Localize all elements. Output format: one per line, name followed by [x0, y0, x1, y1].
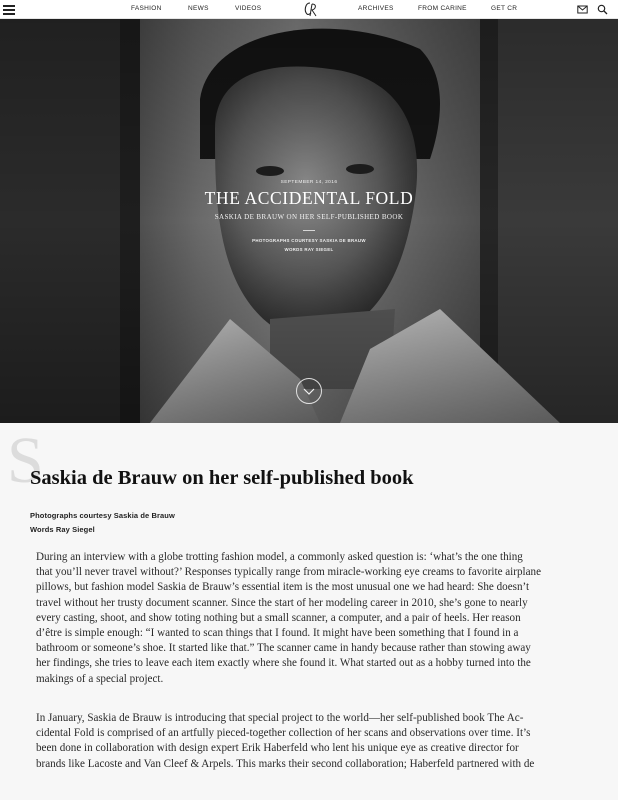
paragraph-line: bathroom or someone’s shoe. It started like that.” The scanner came in handy because rather than stowing away: [36, 642, 531, 655]
paragraph-line: During an interview with a globe trotting fashion model, a commonly asked question is: ‘what’s the one thing: [36, 551, 523, 563]
nav-link-news[interactable]: NEWS: [188, 5, 209, 12]
paragraph-line: that you’ll never travel without?’ Responses typically range from miracle-working eye creams to favorite airplane: [36, 566, 541, 579]
paragraph-line: brands like Lacoste and Van Cleef & Arpels. This marks their second collaboration; Haberfeld partnered with de: [36, 757, 535, 770]
scroll-down-button[interactable]: [296, 378, 322, 404]
article-credit-photographs: Photographs courtesy Saskia de Brauw: [30, 511, 175, 520]
nav-link-from-carine[interactable]: FROM CARINE: [418, 5, 467, 12]
hero-divider: [303, 230, 315, 231]
hero-credit-photographs: PHOTOGRAPHS COURTESY SASKIA DE BRAUW: [252, 238, 366, 243]
article-paragraph-1: [36, 550, 584, 687]
menu-icon[interactable]: [3, 5, 15, 14]
article-paragraph-2: [36, 711, 584, 772]
hero-credit-words: WORDS RAY SIEGEL: [284, 247, 334, 252]
top-navigation-bar: [0, 0, 618, 19]
hero-title: THE ACCIDENTAL FOLD: [204, 188, 414, 208]
mail-icon[interactable]: [577, 4, 588, 15]
paragraph-line: pillows, but fashion model Saskia de Brauw’s essential item is the most unusual one we had heard: She doesn’t: [36, 581, 530, 594]
nav-link-fashion[interactable]: FASHION: [131, 5, 162, 12]
article-body: [0, 423, 618, 800]
nav-link-videos[interactable]: VIDEOS: [235, 5, 262, 12]
search-icon[interactable]: [597, 4, 608, 15]
hero-subtitle: SASKIA DE BRAUW ON HER SELF-PUBLISHED BOOK: [214, 213, 404, 221]
paragraph-line: been done in collaboration with design expert Erik Haberfeld who lent his unique eye as creative director for: [36, 742, 519, 755]
article-credit-words: Words Ray Siegel: [30, 525, 95, 534]
hero-date: SEPTEMBER 14, 2016: [280, 180, 338, 185]
cr-logo-icon[interactable]: [301, 1, 319, 18]
decorative-drop-letter: S: [7, 424, 44, 497]
hero-banner: [0, 19, 618, 423]
paragraph-line: In January, Saskia de Brauw is introducing that special project to the world—her self-published book The Ac-: [36, 712, 524, 724]
nav-link-get-cr[interactable]: GET CR: [491, 5, 518, 12]
paragraph-line: makings of a special project.: [36, 672, 164, 685]
article-headline: Saskia de Brauw on her self-published book: [30, 467, 414, 489]
paragraph-line: travel without her trusty document scanner. Since the start of her modeling career in 2010, she’s gone to nearly: [36, 596, 528, 609]
chevron-down-icon: [297, 379, 321, 403]
hero-portrait-image: [0, 19, 618, 423]
paragraph-line: every casting, shoot, and show toting nothing but a small scanner, a computer, and a pair of heels. Her reason: [36, 611, 521, 624]
paragraph-line: cidental Fold is comprised of an artfully pieced-together collection of her scans and observations over time. It’s: [36, 727, 531, 740]
paragraph-line: d’être is simple enough: “I wanted to scan things that I found. It might have been something that I found in a: [36, 627, 519, 640]
paragraph-line: her findings, she tries to leave each item exactly where she found it. What started out as a hobby turned into the: [36, 657, 531, 670]
nav-link-archives[interactable]: ARCHIVES: [358, 5, 394, 12]
